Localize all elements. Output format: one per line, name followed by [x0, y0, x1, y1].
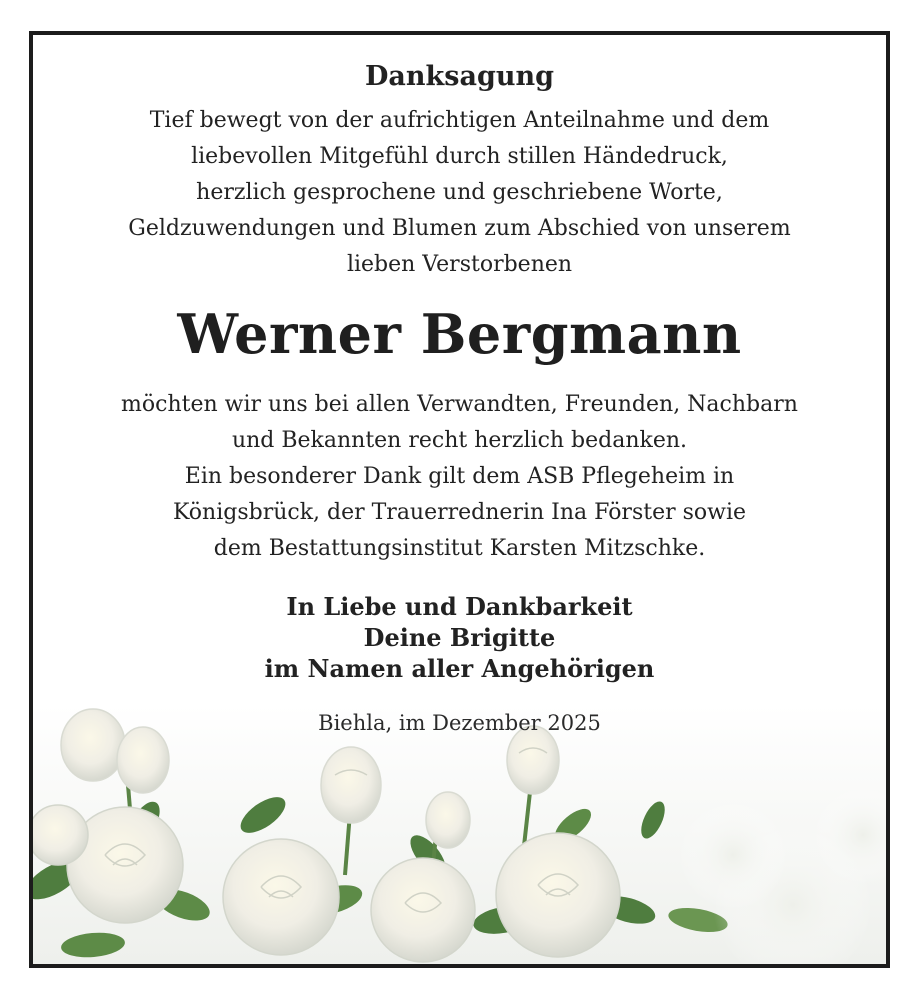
intro-text	[33, 103, 886, 283]
place-date: Biehla, im Dezember 2025	[318, 711, 601, 735]
signature-line: im Namen aller Angehörigen	[264, 654, 655, 683]
thanks-line: dem Bestattungsinstitut Karsten Mitzschke.	[213, 536, 706, 561]
intro-line: Geldzuwendungen und Blumen zum Abschied von unserem	[128, 216, 791, 241]
notice-content	[33, 35, 886, 684]
intro-line: herzlich gesprochene und geschriebene Worte,	[196, 180, 723, 205]
intro-line: Tief bewegt von der aufrichtigen Anteilnahme und dem	[149, 108, 770, 133]
thanks-line: Ein besonderer Dank gilt dem ASB Pflegeheim in	[184, 464, 735, 489]
signature-line: In Liebe und Dankbarkeit	[286, 592, 633, 621]
intro-line: liebevollen Mitgefühl durch stillen Händedruck,	[191, 144, 728, 169]
signature-line: Deine Brigitte	[363, 623, 556, 652]
notice-heading: Danksagung	[365, 61, 554, 92]
thanks-line: und Bekannten recht herzlich bedanken.	[231, 428, 688, 453]
white-roses-image	[33, 705, 886, 964]
signature-block	[33, 591, 886, 684]
thanks-line: möchten wir uns bei allen Verwandten, Freunden, Nachbarn	[121, 392, 798, 417]
intro-line: lieben Verstorbenen	[346, 252, 573, 277]
notice-frame	[29, 31, 890, 968]
thanks-line: Königsbrück, der Trauerrednerin Ina Förster sowie	[172, 500, 747, 525]
deceased-name: Werner Bergmann	[177, 302, 742, 366]
thanks-text	[33, 387, 886, 567]
